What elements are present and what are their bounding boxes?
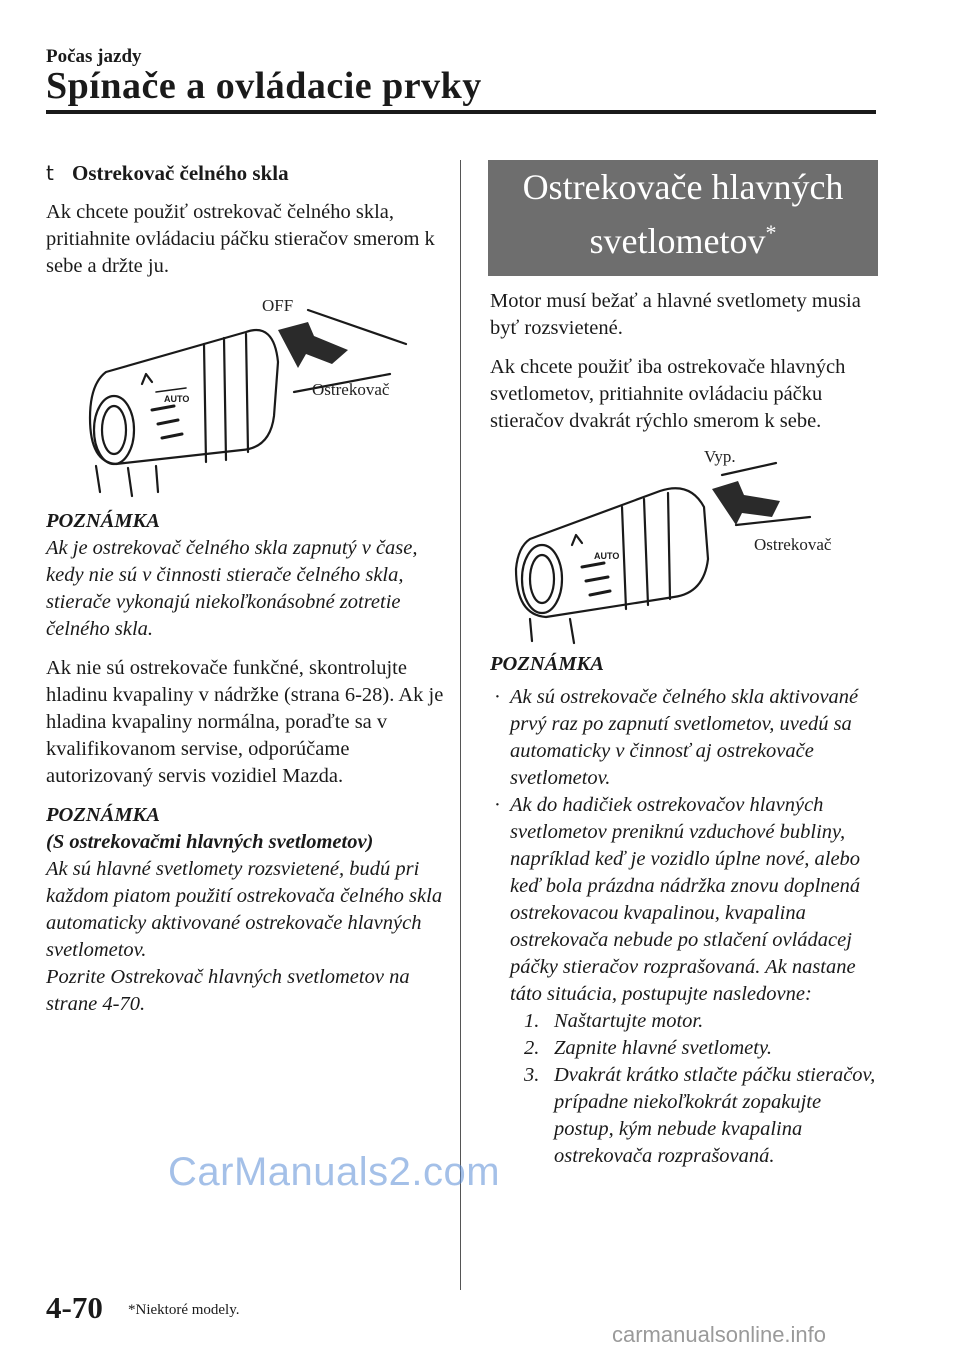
note-1: [46, 508, 446, 643]
banner-asterisk: *: [765, 220, 777, 245]
step-number: 2.: [524, 1037, 540, 1059]
note-2-subtitle: (S ostrekovačmi hlavných svetlometov): [46, 831, 374, 853]
step-item: [524, 1035, 880, 1062]
note-3-bullet-2: [490, 792, 880, 1170]
note-3-bullet-1: · Ak sú ostrekovače čelného skla aktivované prvý raz po zapnutí svetlometov, uvedú sa automaticky v činnosť aj ostrekovače svetlometov.: [490, 684, 880, 792]
watermark-carmanuals2: CarManuals2.com: [168, 1150, 501, 1194]
figure-label-off: OFF: [262, 296, 294, 315]
right-column: [490, 160, 880, 1170]
note-3-bullet-2-text: Ak do hadičiek ostrekovačov hlavných svetlometov preniknú vzduchové bubliny, napríklad keď je vozidlo úplne nové, alebo keď bola prázdna nádržka znovu doplnená ostrekovacou kvapalinou, kvapalina ostrekovača nebude po stlačení ovládacej páčky stieračov rozprašovaná. Ak nastane táto situácia, postupujte nasledovne:: [510, 794, 861, 1005]
figure-label-washer: Ostrekovač: [312, 380, 390, 399]
note-1-text: Ak je ostrekovač čelného skla zapnutý v čase, kedy nie sú v činnosti stierače čelného skla, stierače vykonajú niekoľkonásobné zotretie čelného skla.: [46, 537, 418, 640]
note-2-reference: Pozrite Ostrekovač hlavných svetlometov na strane 4-70.: [46, 966, 410, 1015]
note-2-title: POZNÁMKA: [46, 804, 160, 826]
wiper-lever-figure: [46, 292, 446, 504]
subheading-windshield-washer: [46, 160, 446, 187]
figure-2-label-washer: Ostrekovač: [754, 535, 832, 554]
step-number: 1.: [524, 1010, 540, 1032]
watermark-carmanualsonline: carmanualsonline.info: [612, 1322, 827, 1347]
column-divider: [460, 160, 461, 1290]
step-number: 3.: [524, 1064, 540, 1086]
header-rule: [46, 110, 876, 114]
step-text: Zapnite hlavné svetlomety.: [554, 1037, 773, 1059]
svg-text:AUTO: AUTO: [164, 394, 190, 404]
note-3-title: POZNÁMKA: [490, 653, 604, 675]
page-title: Spínače a ovládacie prvky: [46, 65, 482, 107]
step-text: Dvakrát krátko stlačte páčku stieračov, prípadne niekoľkokrát zopakujte postup, kým nebude kvapalina ostrekovača rozprašovaná.: [554, 1064, 876, 1167]
banner-line-2: svetlometov: [589, 221, 766, 261]
bullet-glyph: t: [46, 161, 54, 185]
note-3-list: [490, 684, 880, 1170]
steps-list: [510, 1008, 880, 1170]
section-label: Počas jazdy: [46, 46, 142, 67]
note-2: [46, 802, 446, 1018]
step-item: [524, 1008, 880, 1035]
banner-line-1: Ostrekovače hlavných: [522, 167, 844, 207]
step-item: [524, 1062, 880, 1170]
note-2-text: Ak sú hlavné svetlomety rozsvietené, budú pri každom piatom použití ostrekovača čelného skla automaticky aktivované ostrekovače hlavných svetlometov.: [46, 858, 443, 961]
wiper-lever-figure-2: [490, 447, 880, 645]
section-banner: [488, 160, 878, 276]
step-text: Naštartujte motor.: [554, 1010, 704, 1032]
intro-paragraph: Ak chcete použiť ostrekovač čelného skla, pritiahnite ovládaciu páčku stieračov smerom k sebe a držte ju.: [46, 201, 435, 277]
left-column: [46, 160, 446, 1030]
footnote: *Niektoré modely.: [128, 1302, 240, 1318]
svg-text:AUTO: AUTO: [594, 551, 620, 561]
headlight-washer-paragraph: Ak chcete použiť iba ostrekovače hlavných svetlometov, pritiahnite ovládaciu páčku stieračov dvakrát rýchlo smerom k sebe.: [490, 356, 846, 432]
note-1-title: POZNÁMKA: [46, 510, 160, 532]
figure-2-label-off: Vyp.: [704, 447, 736, 466]
subheading-text: Ostrekovač čelného skla: [72, 161, 289, 185]
requirement-paragraph: Motor musí bežať a hlavné svetlomety musia byť rozsvietené.: [490, 290, 861, 339]
fluid-paragraph: Ak nie sú ostrekovače funkčné, skontrolujte hladinu kvapaliny v nádržke (strana 6-28). Ak je hladina kvapaliny normálna, poraďte sa v kvalifikovanom servise, odporúčame autorizovaný servis vozidiel Mazda.: [46, 657, 444, 787]
page-number: 4-70: [46, 1290, 103, 1325]
